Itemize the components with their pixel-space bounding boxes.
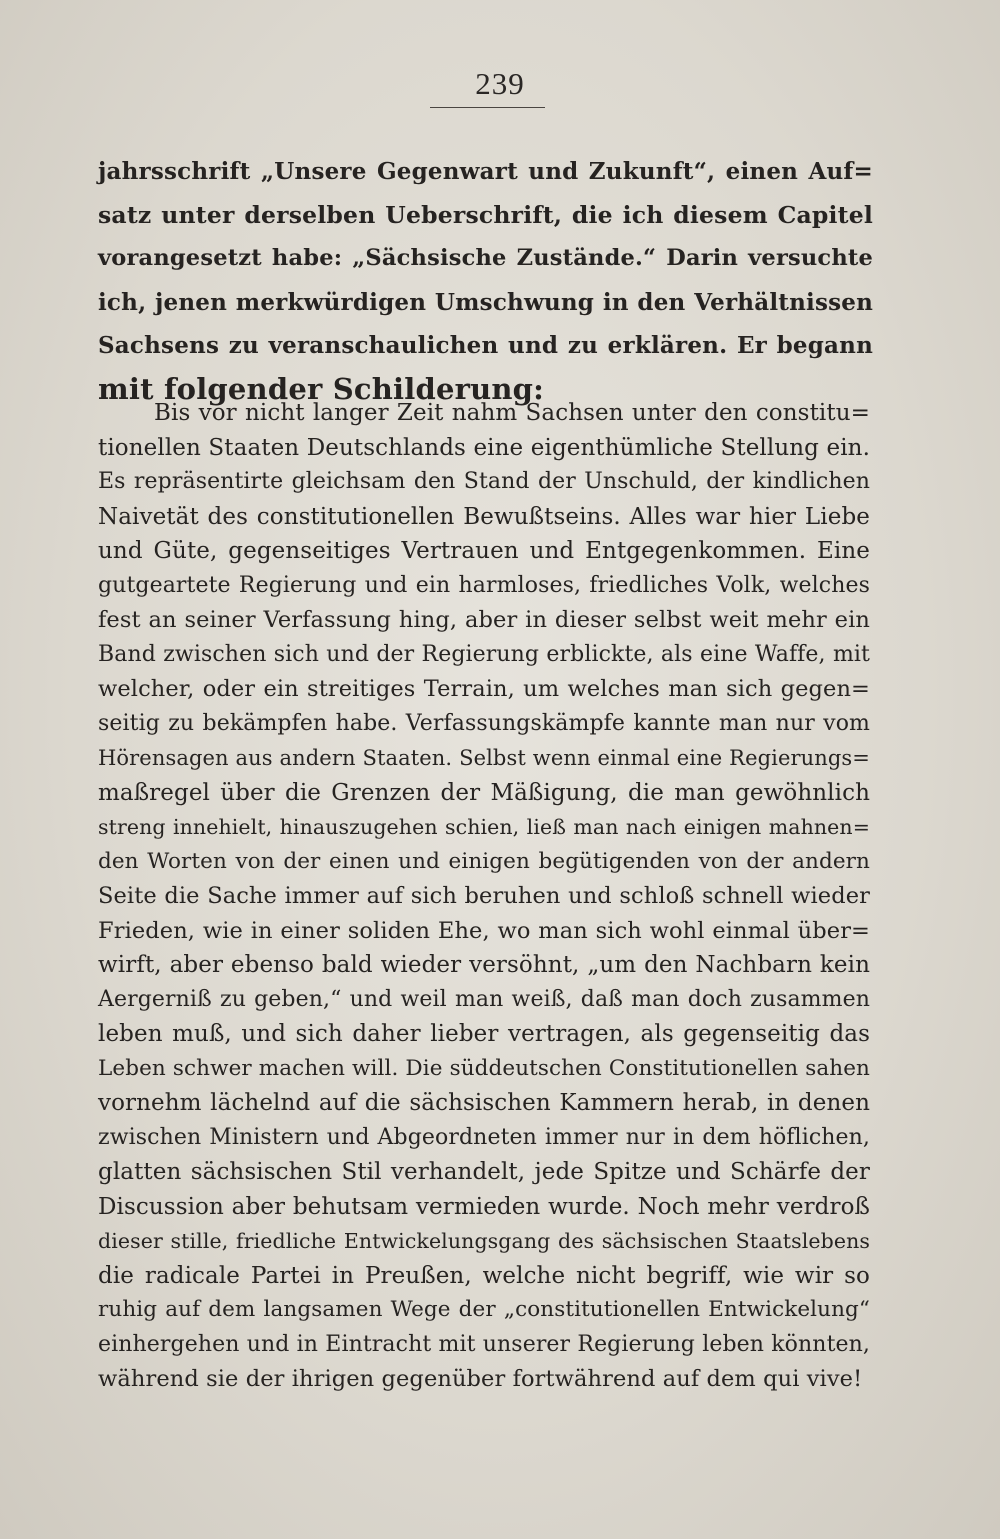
text-line: seitig zu bekämpfen habe. Verfassungskämpfe kannte man nur vom <box>98 710 870 736</box>
text-line: Frieden, wie in einer soliden Ehe, wo man sich wohl einmal über= <box>98 917 870 944</box>
text-line: glatten sächsischen Stil verhandelt, jede Spitze und Schärfe der <box>98 1159 870 1185</box>
text-line: satz unter derselben Ueberschrift, die ich diesem Capitel <box>98 200 873 229</box>
text-line: Discussion aber behutsam vermieden wurde. Noch mehr verdroß <box>98 1193 870 1220</box>
text-line: während sie der ihrigen gegenüber fortwährend auf dem qui vive! <box>98 1366 863 1392</box>
text-line: die radicale Partei in Preußen, welche nicht begriff, wie wir so <box>98 1262 870 1289</box>
quoted-passage <box>98 396 870 1397</box>
text-line: jahrsschrift „Unsere Gegenwart und Zukunft“, einen Auf= <box>98 158 873 185</box>
text-line: dieser stille, friedliche Entwickelungsgang des sächsischen Staatslebens <box>98 1229 870 1253</box>
text-line: den Worten von der einen und einigen begütigenden von der andern <box>98 848 870 874</box>
text-line: streng innehielt, hinauszugehen schien, ließ man nach einigen mahnen= <box>98 815 870 839</box>
text-line: Aergerniß zu geben,“ und weil man weiß, daß man doch zusammen <box>98 986 870 1012</box>
text-line: fest an seiner Verfassung hing, aber in dieser selbst weit mehr ein <box>98 607 870 633</box>
text-line: mit folgender Schilderung: <box>98 371 545 406</box>
text-line: Hörensagen aus andern Staaten. Selbst wenn einmal eine Regierungs= <box>98 746 870 770</box>
text-line: wirft, aber ebenso bald wieder versöhnt, „um den Nachbarn kein <box>98 952 870 978</box>
header-rule <box>430 107 545 108</box>
text-line: einhergehen und in Eintracht mit unserer Regierung leben könnten, <box>98 1331 870 1357</box>
text-line: Band zwischen sich und der Regierung erblickte, als eine Waffe, mit <box>98 641 870 667</box>
text-line: vorangesetzt habe: „Sächsische Zustände.“ Darin versuchte <box>98 245 873 271</box>
text-line: Seite die Sache immer auf sich beruhen und schloß schnell wieder <box>98 883 870 909</box>
text-line: welcher, oder ein streitiges Terrain, um welches man sich gegen= <box>98 676 870 702</box>
text-line: Bis vor nicht langer Zeit nahm Sachsen unter den constitu= <box>154 400 870 426</box>
text-line: Es repräsentirte gleichsam den Stand der Unschuld, der kindlichen <box>98 469 870 494</box>
text-line: tionellen Staaten Deutschlands eine eigenthümliche Stellung ein. <box>98 434 870 461</box>
text-line: gutgeartete Regierung und ein harmloses, friedliches Volk, welches <box>98 572 870 598</box>
text-line: maßregel über die Grenzen der Mäßigung, die man gewöhnlich <box>98 779 870 806</box>
text-line: zwischen Ministern und Abgeordneten immer nur in dem höflichen, <box>98 1124 870 1150</box>
text-line: ruhig auf dem langsamen Wege der „constitutionellen Entwickelung“ <box>98 1297 870 1322</box>
text-line: ich, jenen merkwürdigen Umschwung in den Verhältnissen <box>98 288 873 316</box>
text-line: Naivetät des constitutionellen Bewußtseins. Alles war hier Liebe <box>98 503 870 530</box>
text-line: und Güte, gegenseitiges Vertrauen und Entgegenkommen. Eine <box>98 538 870 564</box>
page-number: 239 <box>475 66 525 101</box>
text-line: Sachsens zu veranschaulichen und zu erklären. Er begann <box>98 332 873 359</box>
intro-paragraph <box>98 150 873 411</box>
text-line: vornehm lächelnd auf die sächsischen Kammern herab, in denen <box>98 1090 870 1116</box>
text-line: Leben schwer machen will. Die süddeutschen Constitutionellen sahen <box>98 1055 870 1081</box>
text-line: leben muß, und sich daher lieber vertragen, als gegenseitig das <box>98 1021 870 1047</box>
